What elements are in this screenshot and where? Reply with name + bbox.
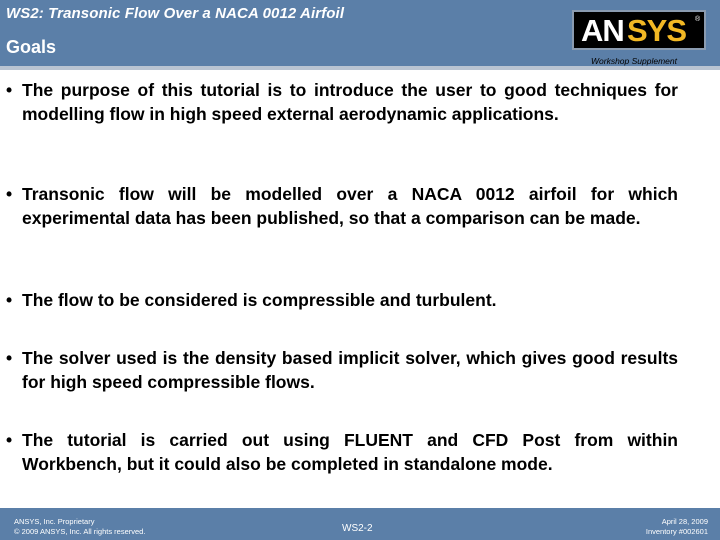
bullet-marker: • xyxy=(6,184,13,204)
footer-proprietary: ANSYS, Inc. Proprietary xyxy=(14,517,95,526)
page-number: WS2-2 xyxy=(342,523,373,534)
footer-bar xyxy=(0,508,720,540)
section-heading: Goals xyxy=(6,37,57,57)
bullet-item xyxy=(6,428,678,476)
bullet-text: The flow to be considered is compressible and turbulent. xyxy=(22,290,497,310)
bullet-marker: • xyxy=(6,430,13,450)
bullet-text: The purpose of this tutorial is to introduce the user to good techniques for modelling flow in high speed external aerodynamic applications. xyxy=(22,80,678,124)
svg-text:AN: AN xyxy=(581,13,624,48)
bullet-marker: • xyxy=(6,80,13,100)
slide-title: WS2: Transonic Flow Over a NACA 0012 Airfoil xyxy=(6,5,345,22)
workshop-supplement-label: Workshop Supplement xyxy=(591,56,677,66)
footer-inventory: Inventory #002601 xyxy=(645,527,708,536)
svg-text:SYS: SYS xyxy=(627,13,687,48)
footer-date: April 28, 2009 xyxy=(661,517,708,526)
bullet-item xyxy=(6,346,678,394)
bullet-text: Transonic flow will be modelled over a NACA 0012 airfoil for which experimental data has been published, so that a comparison can be made. xyxy=(22,184,678,228)
bullet-text: The solver used is the density based implicit solver, which gives good results for high speed compressible flows. xyxy=(22,348,678,392)
footer-rights: © 2009 ANSYS, Inc. All rights reserved. xyxy=(14,527,146,536)
bullet-marker: • xyxy=(6,348,13,368)
footer-copyright xyxy=(14,517,145,537)
header-divider xyxy=(0,66,720,70)
bullet-text: The tutorial is carried out using FLUENT and CFD Post from within Workbench, but it could also be completed in standalone mode. xyxy=(22,430,678,474)
bullet-marker: • xyxy=(6,290,13,310)
ansys-logo xyxy=(572,10,706,50)
svg-text:®: ® xyxy=(695,16,701,23)
bullet-item xyxy=(6,78,678,126)
footer-date-inventory xyxy=(646,517,708,537)
bullet-item xyxy=(6,182,678,230)
bullet-item xyxy=(6,288,678,312)
